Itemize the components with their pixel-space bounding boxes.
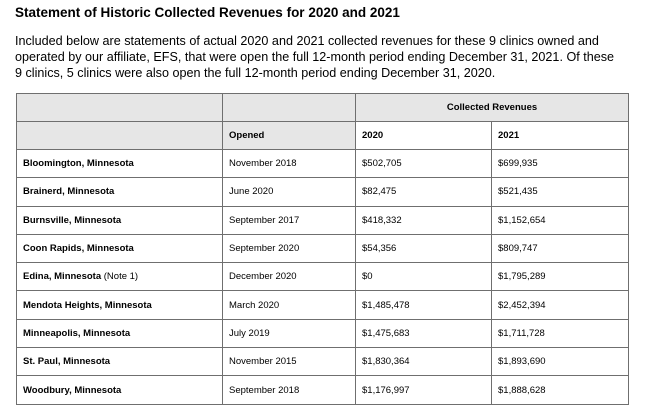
clinic-name: Woodbury, Minnesota (23, 384, 122, 396)
clinic-name: Bloomington, Minnesota (23, 158, 134, 170)
table-row (17, 178, 629, 206)
revenue-2020-cell: $1,176,997 (356, 376, 492, 404)
opened-column-header: Opened (223, 122, 356, 150)
year-2021-column-header: 2021 (492, 122, 629, 150)
revenue-table (16, 93, 629, 405)
header-blank-cell (17, 122, 223, 150)
revenue-2020-cell: $82,475 (356, 178, 492, 206)
revenue-2021-cell: $809,747 (492, 234, 629, 262)
revenue-2021-cell: $1,893,690 (492, 348, 629, 376)
table-row (17, 150, 629, 178)
revenue-2020-cell: $1,475,683 (356, 319, 492, 347)
opened-cell: March 2020 (223, 291, 356, 319)
revenue-2021-cell: $1,795,289 (492, 263, 629, 291)
revenue-2020-cell: $1,485,478 (356, 291, 492, 319)
table-row (17, 319, 629, 347)
revenue-2020-cell: $502,705 (356, 150, 492, 178)
clinic-name-cell (17, 263, 223, 291)
clinic-name-cell (17, 319, 223, 347)
table-row (17, 348, 629, 376)
collected-revenues-header: Collected Revenues (356, 94, 629, 122)
opened-cell: September 2020 (223, 234, 356, 262)
clinic-name-cell (17, 376, 223, 404)
clinic-name: St. Paul, Minnesota (23, 356, 111, 368)
document-title: Statement of Historic Collected Revenues for 2020 and 2021 (15, 5, 400, 20)
opened-cell: September 2018 (223, 376, 356, 404)
opened-cell: December 2020 (223, 263, 356, 291)
clinic-name: Edina, Minnesota (23, 271, 102, 283)
intro-line: 9 clinics, 5 clinics were also open the full 12-month period ending December 31, 2020. (15, 66, 496, 80)
clinic-name: Minneapolis, Minnesota (23, 327, 131, 339)
revenue-2021-cell: $2,452,394 (492, 291, 629, 319)
header-blank-cell (223, 94, 356, 122)
revenue-2020-cell: $1,830,364 (356, 348, 492, 376)
clinic-note: (Note 1) (101, 271, 139, 283)
clinic-name-cell (17, 234, 223, 262)
intro-paragraph (15, 33, 643, 81)
table-row (17, 234, 629, 262)
table-row (17, 376, 629, 404)
clinic-name-cell (17, 291, 223, 319)
clinic-name: Brainerd, Minnesota (23, 186, 115, 198)
revenue-2021-cell: $1,888,628 (492, 376, 629, 404)
clinic-name-cell (17, 178, 223, 206)
revenue-2021-cell: $521,435 (492, 178, 629, 206)
year-2020-column-header: 2020 (356, 122, 492, 150)
intro-line: operated by our affiliate, EFS, that were open the full 12-month period ending December 31, 2021. Of these (15, 50, 615, 64)
opened-cell: June 2020 (223, 178, 356, 206)
intro-line: Included below are statements of actual 2020 and 2021 collected revenues for these 9 clinics owned and (15, 34, 599, 48)
revenue-2021-cell: $1,152,654 (492, 206, 629, 234)
revenue-2021-cell: $1,711,728 (492, 319, 629, 347)
table-row (17, 263, 629, 291)
opened-cell: September 2017 (223, 206, 356, 234)
opened-cell: November 2018 (223, 150, 356, 178)
clinic-name-cell (17, 150, 223, 178)
opened-cell: July 2019 (223, 319, 356, 347)
table-row (17, 291, 629, 319)
clinic-name-cell (17, 348, 223, 376)
clinic-name: Burnsville, Minnesota (23, 214, 122, 226)
group-header-row (17, 94, 629, 122)
revenue-2020-cell: $54,356 (356, 234, 492, 262)
revenue-2020-cell: $418,332 (356, 206, 492, 234)
clinic-name: Mendota Heights, Minnesota (23, 299, 152, 311)
revenue-2021-cell: $699,935 (492, 150, 629, 178)
clinic-name-cell (17, 206, 223, 234)
clinic-name: Coon Rapids, Minnesota (23, 243, 134, 255)
header-blank-cell (17, 94, 223, 122)
column-header-row (17, 122, 629, 150)
table-row (17, 206, 629, 234)
revenue-2020-cell: $0 (356, 263, 492, 291)
document (15, 0, 643, 396)
opened-cell: November 2015 (223, 348, 356, 376)
